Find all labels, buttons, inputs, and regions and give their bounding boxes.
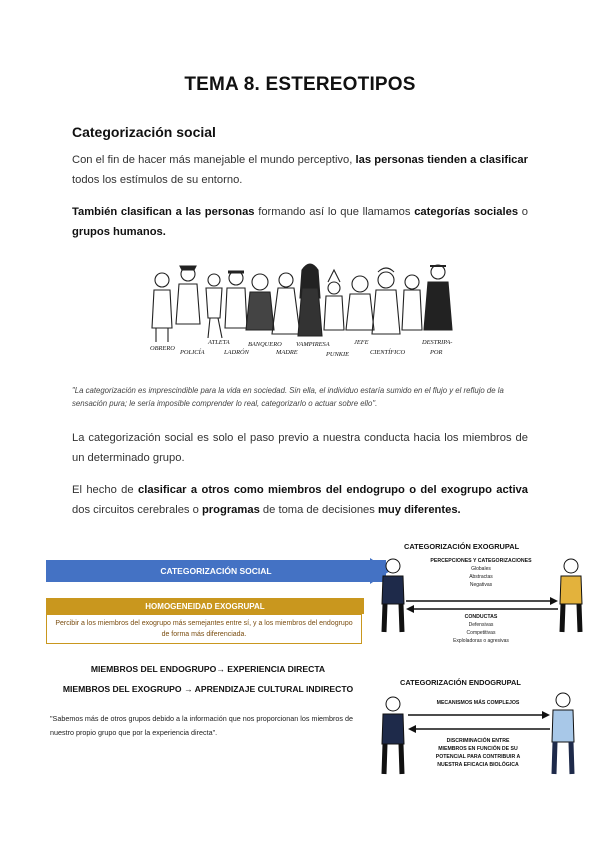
- figure-punkie: [324, 270, 344, 330]
- exo-bottom-item-1: Defensivas: [468, 622, 494, 628]
- p2-text-b: formando así lo que llamamos: [254, 206, 415, 218]
- label-cientifico: CIENTÍFICO: [370, 349, 406, 356]
- p1-bold: las personas tienden a clasificar: [355, 154, 528, 166]
- figure-jefe: [346, 276, 374, 330]
- exogroup-diagram-title: CATEGORIZACIÓN EXOGRUPAL: [404, 542, 520, 551]
- label-banquero: BANQUERO: [248, 341, 282, 348]
- p1-text-a: Con el fin de hacer más manejable el mundo perceptivo,: [72, 154, 356, 166]
- figure-destripador: [424, 265, 452, 330]
- figure-obrero: [152, 273, 172, 342]
- p4-bold-d: programas: [201, 504, 260, 516]
- endo-bottom-line-4: NUESTRA EFICACIA BIOLÓGICA: [437, 762, 519, 768]
- exo-bottom-item-2: Competitivas: [466, 630, 496, 636]
- person-right-exo-icon: [556, 556, 586, 636]
- endo-bottom-line-2: MIEMBROS EN FUNCIÓN DE SU: [438, 746, 518, 752]
- stereotypes-illustration: [148, 258, 458, 362]
- figure-atleta: [206, 274, 222, 338]
- figure-ladron: [225, 271, 247, 328]
- p4-bold-b: clasificar a otros como miembros del endogrupo o del exogrupo activa: [138, 484, 528, 496]
- p4-text-a: El hecho de: [72, 484, 138, 496]
- figure-banquero: [246, 274, 274, 330]
- exo-bottom-item-3: Exploladoras o agresivas: [453, 638, 509, 644]
- figure-cientifico: [372, 268, 400, 334]
- paragraph-3: La categorización social es solo el paso previo a nuestra conducta hacia los miembros de un determinado grupo.: [72, 432, 528, 464]
- endo-bottom-line-3: POTENCIAL PARA CONTRIBUIR A: [435, 754, 521, 760]
- page-title: TEMA 8. ESTEREOTIPOS: [184, 74, 416, 95]
- figure-extra: [402, 275, 422, 330]
- endo-arrow-right-icon: [408, 710, 550, 720]
- label-jefe: JEFE: [354, 339, 369, 346]
- paragraph-4: [72, 480, 528, 520]
- social-categorization-bar: CATEGORIZACIÓN SOCIAL: [46, 560, 386, 582]
- label-madre: MADRE: [276, 349, 298, 356]
- person-left-icon: [378, 556, 408, 636]
- endo-bottom-line-1: DISCRIMINACIÓN ENTRE: [446, 738, 510, 744]
- p4-bold-f: muy diferentes.: [377, 504, 461, 516]
- p2-text-d: o: [518, 206, 528, 218]
- endo-arrow-left-icon: [408, 724, 550, 734]
- label-punkie: PUNKIE: [326, 351, 350, 358]
- p4-text-e: de toma de decisiones: [259, 504, 378, 516]
- person-right-endo-icon: [548, 690, 578, 778]
- label-policia: POLICÍA: [180, 349, 205, 356]
- figure-madre: [272, 273, 300, 334]
- exogroup-line: MIEMBROS DEL EXOGRUPO → APRENDIZAJE CULTURAL INDIRECTO: [62, 684, 354, 694]
- paragraph-1: [72, 150, 528, 190]
- label-obrero: OBRERO: [150, 345, 175, 352]
- p2-bold-e: grupos humanos.: [72, 226, 166, 238]
- person-left-endo-icon: [378, 694, 408, 778]
- exogroup-homogeneity-header: HOMOGENEIDAD EXOGRUPAL: [46, 598, 364, 614]
- label-atleta: ATLETA: [208, 339, 230, 346]
- quote-categorization: "La categorización es imprescindible para la vida en sociedad. Sin ella, el individuo estaría sumido en el flujo y el reflujo de la sensación pura; le sería imposible comprender lo real, categorizarlo o actuar sobre ello".: [72, 386, 504, 408]
- p1-text-c: todos los estímulos de su entorno.: [72, 174, 243, 186]
- label-destripador-2: POR: [430, 349, 443, 356]
- endogroup-diagram-title: CATEGORIZACIÓN ENDOGRUPAL: [400, 678, 521, 687]
- quote-groups: "Sabemos más de otros grupos debido a la información que nos proporcionan los miembros de nuestro propio grupo que por la experiencia directa".: [50, 714, 353, 737]
- label-destripador-1: DESTRIPA-: [422, 339, 453, 346]
- p2-bold-a: También clasifican a las personas: [72, 206, 255, 218]
- p2-bold-c: categorías sociales: [414, 206, 519, 218]
- p4-text-c: dos circuitos cerebrales o: [72, 504, 202, 516]
- exogroup-homogeneity-body: Percibir a los miembros del exogrupo más semejantes entre sí, y a los miembros del endogrupo de forma más diferenciada.: [46, 614, 362, 644]
- figure-policia: [176, 266, 200, 324]
- exo-top-item-2: Abstractas: [469, 574, 493, 580]
- label-ladron: LADRÓN: [224, 349, 249, 356]
- figure-vampiresa: [298, 264, 322, 336]
- exo-top-label: PERCEPCIONES Y CATEGORIZACIONES: [430, 558, 532, 564]
- exo-top-item-1: Globales: [471, 566, 491, 572]
- exo-bottom-label: CONDUCTAS: [464, 614, 498, 620]
- exo-arrow-left-icon: [406, 604, 558, 614]
- endogroup-line: MIEMBROS DEL ENDOGRUPO→ EXPERIENCIA DIRECTA: [90, 664, 326, 674]
- exo-top-item-3: Negativas: [469, 582, 493, 588]
- label-vampiresa: VAMPIRESA: [296, 341, 330, 348]
- endo-top-label: MECANISMOS MÁS COMPLEJOS: [436, 700, 520, 706]
- section-title: Categorización social: [72, 124, 216, 140]
- paragraph-2: [72, 202, 528, 242]
